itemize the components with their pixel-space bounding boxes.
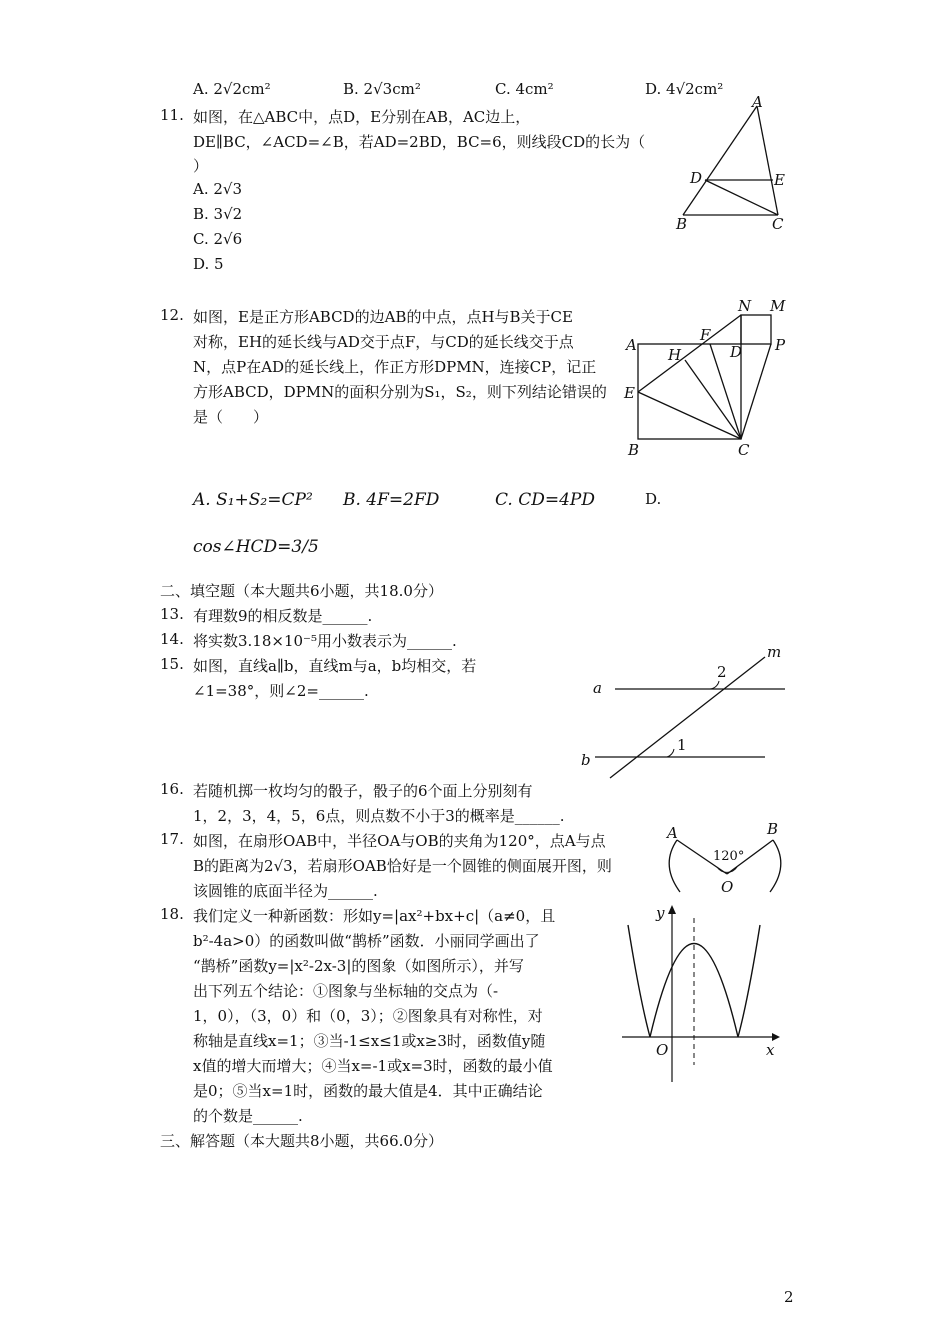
- q11-option-d: D. 5: [193, 255, 224, 273]
- q12-text-line5: 是（ ）: [193, 408, 269, 426]
- q11-text-line2: DE∥BC，∠ACD=∠B，若AD=2BD，BC=6，则线段CD的长为（: [193, 133, 646, 151]
- q12-option-d-continued: cos∠HCD=3/5: [193, 537, 319, 557]
- q11-option-c: C. 2√6: [193, 230, 243, 248]
- q14-number: 14.: [160, 630, 184, 648]
- q11-label-e: E: [774, 171, 785, 189]
- q12-label-p: P: [775, 336, 786, 354]
- q18-text-line4: 出下列五个结论：①图象与坐标轴的交点为（-: [193, 982, 499, 1000]
- q12-number: 12.: [160, 306, 184, 324]
- q11-label-d: D: [690, 169, 703, 187]
- section-2-heading: 二、填空题（本大题共6小题，共18.0分）: [160, 582, 443, 600]
- q11-option-a: A. 2√3: [193, 180, 243, 198]
- q15-text-line2: ∠1=38°，则∠2=______.: [193, 682, 369, 700]
- page-number: 2: [784, 1288, 794, 1306]
- q18-label-x: x: [766, 1041, 775, 1059]
- q12-text-line1: 如图，E是正方形ABCD的边AB的中点，点H与B关于CE: [193, 308, 573, 326]
- q16-text-line1: 若随机掷一枚均匀的骰子，骰子的6个面上分别刻有: [193, 782, 533, 800]
- q10-option-a: A. 2√2cm²: [193, 80, 271, 98]
- q12-label-d: D: [730, 343, 743, 361]
- q18-text-line9: 的个数是______.: [193, 1107, 303, 1125]
- q15-label-m: m: [767, 643, 782, 661]
- q12-text-line3: N，点P在AD的延长线上，作正方形DPMN，连接CP，记正: [193, 358, 597, 376]
- q18-number: 18.: [160, 905, 184, 923]
- q12-label-b: B: [628, 441, 640, 459]
- q12-label-n: N: [738, 297, 752, 315]
- q18-text-line2: b²-4a>0）的函数叫做“鹊桥”函数．小丽同学画出了: [193, 932, 540, 950]
- q10-option-b: B. 2√3cm²: [343, 80, 421, 98]
- q16-text-line2: 1，2，3，4，5，6点，则点数不小于3的概率是______.: [193, 807, 565, 825]
- q18-text-line8: 是0；⑤当x=1时，函数的最大值是4．其中正确结论: [193, 1082, 543, 1100]
- q10-option-c: C. 4cm²: [495, 80, 554, 98]
- q13-text: 有理数9的相反数是______.: [193, 607, 373, 625]
- q16-number: 16.: [160, 780, 184, 798]
- q10-option-d: D. 4√2cm²: [645, 80, 724, 98]
- q12-option-b: B. 4F=2FD: [343, 490, 440, 510]
- q17-text-line3: 该圆锥的底面半径为______.: [193, 882, 378, 900]
- q12-option-a: A. S₁+S₂=CP²: [193, 490, 313, 510]
- section-3-heading: 三、解答题（本大题共8小题，共66.0分）: [160, 1132, 443, 1150]
- q15-label-b: b: [581, 751, 591, 769]
- q12-label-a: A: [626, 336, 637, 354]
- q17-label-a: A: [667, 824, 678, 842]
- q12-label-e: E: [624, 384, 635, 402]
- q12-square-figure: [620, 295, 800, 460]
- q18-text-line6: 称轴是直线x=1；③当-1≤x≤1或x≥3时，函数值y随: [193, 1032, 546, 1050]
- q18-text-line7: x值的增大而增大；④当x=-1或x=3时，函数的最小值: [193, 1057, 553, 1075]
- q11-label-a: A: [752, 93, 763, 111]
- q12-label-m: M: [770, 297, 786, 315]
- q12-text-line2: 对称，EH的延长线与AD交于点F，与CD的延长线交于点: [193, 333, 574, 351]
- q11-number: 11.: [160, 106, 184, 124]
- q11-option-b: B. 3√2: [193, 205, 243, 223]
- q15-number: 15.: [160, 655, 184, 673]
- q17-text-line1: 如图，在扇形OAB中，半径OA与OB的夹角为120°，点A与点: [193, 832, 606, 850]
- q18-label-y: y: [656, 904, 665, 922]
- q15-parallel-lines-figure: [581, 643, 795, 785]
- q11-label-b: B: [676, 215, 688, 233]
- q18-label-o: O: [656, 1041, 669, 1059]
- q12-label-c: C: [738, 441, 750, 459]
- q18-function-graph: [620, 900, 785, 1085]
- q15-label-a: a: [593, 679, 602, 697]
- q15-label-angle2: 2: [717, 663, 727, 681]
- q12-label-h: H: [668, 346, 682, 364]
- q12-option-c: C. CD=4PD: [495, 490, 595, 510]
- q17-label-o: O: [721, 878, 734, 896]
- q11-text-line3: ）: [193, 157, 209, 175]
- q17-number: 17.: [160, 830, 184, 848]
- q18-text-line1: 我们定义一种新函数：形如y=|ax²+bx+c|（a≠0，且: [193, 907, 556, 925]
- q18-text-line5: 1，0），（3，0）和（0，3）；②图象具有对称性，对: [193, 1007, 543, 1025]
- q12-text-line4: 方形ABCD，DPMN的面积分别为S₁，S₂，则下列结论错误的: [193, 383, 607, 401]
- q14-text: 将实数3.18×10⁻⁵用小数表示为______.: [193, 632, 457, 650]
- q11-triangle-figure: [660, 95, 800, 235]
- q11-label-c: C: [772, 215, 784, 233]
- q13-number: 13.: [160, 605, 184, 623]
- q17-sector-figure: [655, 820, 795, 900]
- q12-label-f: F: [700, 326, 711, 344]
- q15-label-angle1: 1: [677, 736, 687, 754]
- q17-label-b: B: [767, 820, 779, 838]
- q17-text-line2: B的距离为2√3，若扇形OAB恰好是一个圆锥的侧面展开图，则: [193, 857, 612, 875]
- q11-text-line1: 如图，在△ABC中，点D，E分别在AB，AC边上，: [193, 108, 531, 126]
- q17-label-angle: 120°: [713, 849, 745, 864]
- q18-text-line3: “鹊桥”函数y=|x²-2x-3|的图象（如图所示），并写: [193, 957, 524, 975]
- q15-text-line1: 如图，直线a∥b，直线m与a，b均相交，若: [193, 657, 477, 675]
- q12-option-d: D.: [645, 490, 662, 508]
